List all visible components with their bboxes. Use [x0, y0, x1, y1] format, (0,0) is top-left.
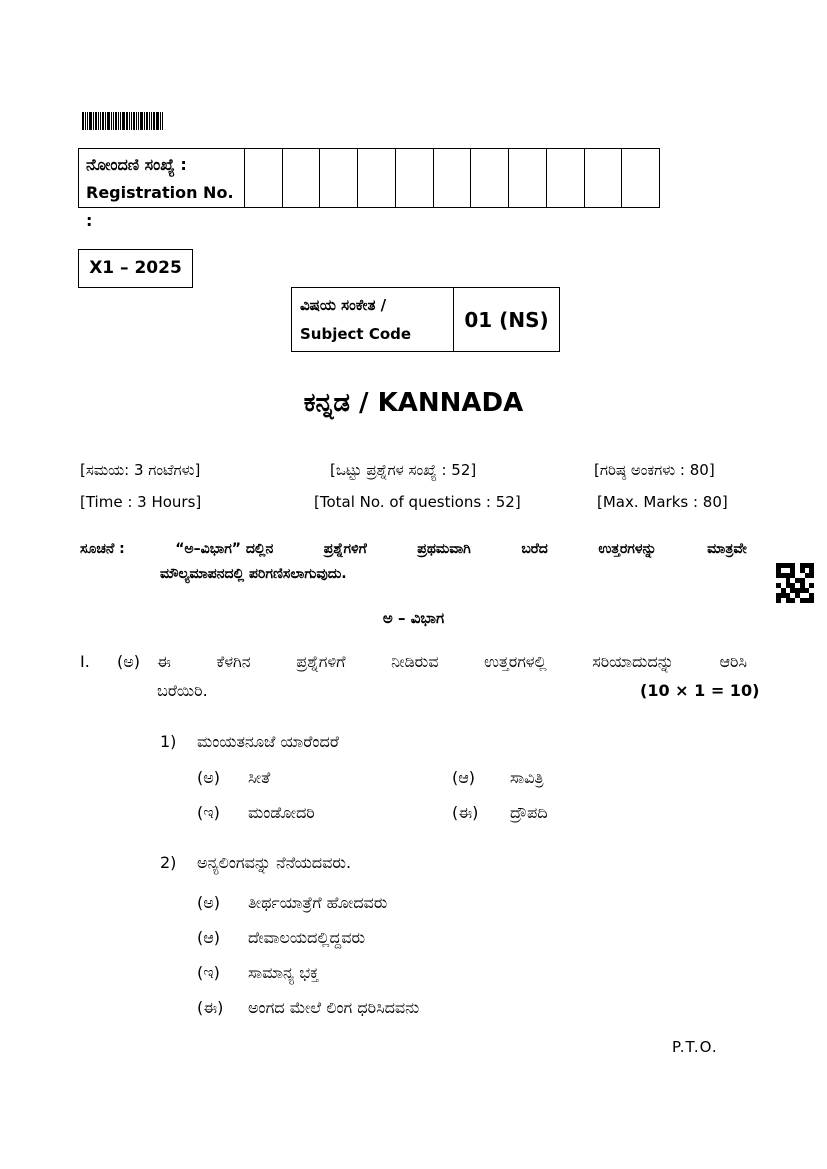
question-group-marks: (10 × 1 = 10): [640, 681, 760, 700]
instruction-word: “ಅ–ವಿಭಾಗ” ದಲ್ಲಿನ: [175, 541, 274, 557]
barcode-bar: [115, 112, 117, 130]
question-1-number: 1): [160, 732, 177, 751]
q1-option-d-text[interactable]: ದ್ರೌಪದಿ: [510, 803, 548, 822]
q1-option-b-label: (ಆ): [452, 768, 476, 787]
barcode-bar: [146, 112, 148, 130]
barcode-bar: [162, 112, 163, 130]
question-group-word: ಕೆಳಗಿನ: [216, 652, 251, 671]
barcode-bar: [122, 112, 125, 130]
instruction-line-2: ಮೌಲ್ಯಮಾಪನದಲ್ಲಿ ಪರಿಗಣಿಸಲಾಗುವುದು.: [160, 566, 347, 582]
barcode-bar: [126, 112, 128, 130]
registration-cell[interactable]: [320, 149, 358, 207]
subject-code-label: [292, 288, 454, 351]
barcode-bar: [129, 112, 130, 130]
question-group-line-1: [157, 652, 747, 672]
barcode-bar: [131, 112, 132, 130]
q1-option-a-text[interactable]: ಸೀತೆ: [248, 768, 271, 787]
question-group-word: ಈ: [157, 652, 171, 671]
registration-cell[interactable]: [283, 149, 321, 207]
question-2-number: 2): [160, 853, 177, 872]
q2-option-b-text[interactable]: ದೇವಾಲಯದಲ್ಲಿದ್ದವರು: [248, 928, 366, 947]
instruction-word: ಪ್ರಶ್ನೆಗಳಿಗೆ: [323, 541, 367, 557]
registration-labels: [79, 149, 245, 230]
questions-kn: [ಒಟ್ಟು ಪ್ರಶ್ನೆಗಳ ಸಂಖ್ಯೆ : 52]: [330, 461, 477, 479]
barcode-bar: [113, 112, 114, 130]
barcode: [82, 112, 190, 130]
barcode-bar: [85, 112, 86, 130]
time-kn: [ಸಮಯ: 3 ಗಂಟೆಗಳು]: [80, 461, 201, 479]
barcode-bar: [102, 112, 104, 130]
barcode-bar: [120, 112, 121, 130]
barcode-bar: [118, 112, 119, 130]
subject-code-label-en: Subject Code: [300, 325, 412, 343]
barcode-bar: [156, 112, 159, 130]
instruction-word: ಮಾತ್ರವೇ: [707, 541, 747, 557]
q2-option-d-text[interactable]: ಅಂಗದ ಮೇಲೆ ಲಿಂಗ ಧರಿಸಿದವನು: [248, 998, 420, 1017]
question-group-word: ಆರಿಸಿ: [719, 652, 747, 671]
barcode-bar: [107, 112, 110, 130]
registration-cell[interactable]: [622, 149, 659, 207]
q1-option-b-text[interactable]: ಸಾವಿತ್ರಿ: [510, 768, 544, 787]
q2-option-a-text[interactable]: ತೀರ್ಥಯಾತ್ರೆಗೆ ಹೋದವರು: [248, 893, 388, 912]
q1-option-d-label: (ಈ): [452, 803, 479, 822]
question-group-word: ಪ್ರಶ್ನೆಗಳಿಗೆ: [296, 652, 346, 671]
barcode-bar: [149, 112, 150, 130]
registration-cell[interactable]: [471, 149, 509, 207]
barcode-bar: [82, 112, 84, 130]
questions-en: [Total No. of questions : 52]: [314, 493, 521, 511]
page-title: ಕನ್ನಡ / KANNADA: [303, 388, 524, 418]
section-title: ಅ – ವಿಭಾಗ: [382, 609, 445, 627]
barcode-bar: [133, 112, 135, 130]
instruction-line-1: [80, 537, 747, 562]
registration-cell[interactable]: [245, 149, 283, 207]
question-group-line-2: ಬರೆಯಿರಿ.: [157, 681, 208, 700]
instruction-word: ಉತ್ತರಗಳನ್ನು: [598, 541, 657, 557]
registration-cells: [245, 149, 659, 207]
q2-option-a-label: (ಅ): [197, 893, 221, 912]
registration-cell[interactable]: [358, 149, 396, 207]
barcode-bar: [151, 112, 152, 130]
question-group-word: ಉತ್ತರಗಳಲ್ಲಿ: [484, 652, 547, 671]
question-group-sub: (ಅ): [117, 652, 141, 671]
subject-code-box: [291, 287, 560, 352]
question-2-text: ಅನ್ಯಲಿಂಗವನ್ನು ನೆನೆಯದವರು.: [197, 853, 352, 872]
registration-box: [78, 148, 660, 230]
instruction-note: [80, 537, 747, 587]
marks-en: [Max. Marks : 80]: [597, 493, 728, 511]
q2-option-c-text[interactable]: ಸಾಮಾನ್ಯ ಭಕ್ತ: [248, 963, 319, 982]
qr-code: [776, 563, 814, 603]
series-code: X1 – 2025: [78, 249, 193, 288]
registration-label-en: Registration No. :: [86, 183, 234, 230]
question-group-number: I.: [80, 652, 90, 671]
q1-option-c-text[interactable]: ಮಂಡೋದರಿ: [248, 803, 315, 822]
instruction-word: ಸೂಚನೆ :: [80, 541, 125, 557]
barcode-bar: [144, 112, 145, 130]
registration-label-kn: ನೋಂದಣಿ ಸಂಖ್ಯೆ :: [86, 155, 187, 174]
q1-option-a-label: (ಅ): [197, 768, 221, 787]
barcode-bar: [89, 112, 92, 130]
barcode-bar: [98, 112, 99, 130]
barcode-bar: [153, 112, 155, 130]
registration-cell[interactable]: [585, 149, 623, 207]
barcode-bar: [160, 112, 161, 130]
barcode-bar: [111, 112, 112, 130]
page-turn-over: P.T.O.: [672, 1038, 718, 1056]
q2-option-b-label: (ಆ): [197, 928, 221, 947]
question-1-text: ಮಂಯತನೂಜೆ ಯಾರೆಂದರೆ: [197, 732, 339, 751]
registration-cell[interactable]: [434, 149, 472, 207]
barcode-bar: [136, 112, 137, 130]
question-group-word: ಸರಿಯಾದುದನ್ನು: [592, 652, 674, 671]
instruction-word: ಪ್ರಥಮವಾಗಿ: [417, 541, 471, 557]
barcode-bar: [95, 112, 97, 130]
time-en: [Time : 3 Hours]: [80, 493, 202, 511]
marks-kn: [ಗರಿಷ್ಠ ಅಂಕಗಳು : 80]: [594, 461, 715, 479]
barcode-bar: [93, 112, 94, 130]
registration-cell[interactable]: [547, 149, 585, 207]
q2-option-d-label: (ಈ): [197, 998, 224, 1017]
barcode-bar: [87, 112, 88, 130]
barcode-bar: [140, 112, 143, 130]
q1-option-c-label: (ಇ): [197, 803, 220, 822]
q2-option-c-label: (ಇ): [197, 963, 220, 982]
subject-code-value: 01 (NS): [464, 307, 549, 332]
registration-cell[interactable]: [509, 149, 547, 207]
qr-module: [809, 598, 814, 603]
subject-code-label-kn: ವಿಷಯ ಸಂಕೇತ /: [300, 296, 387, 314]
barcode-bar: [138, 112, 139, 130]
barcode-bar: [105, 112, 106, 130]
instruction-word: ಬರೆದ: [521, 541, 548, 557]
barcode-bar: [100, 112, 101, 130]
registration-cell[interactable]: [396, 149, 434, 207]
question-group-word: ನೀಡಿರುವ: [391, 652, 439, 671]
